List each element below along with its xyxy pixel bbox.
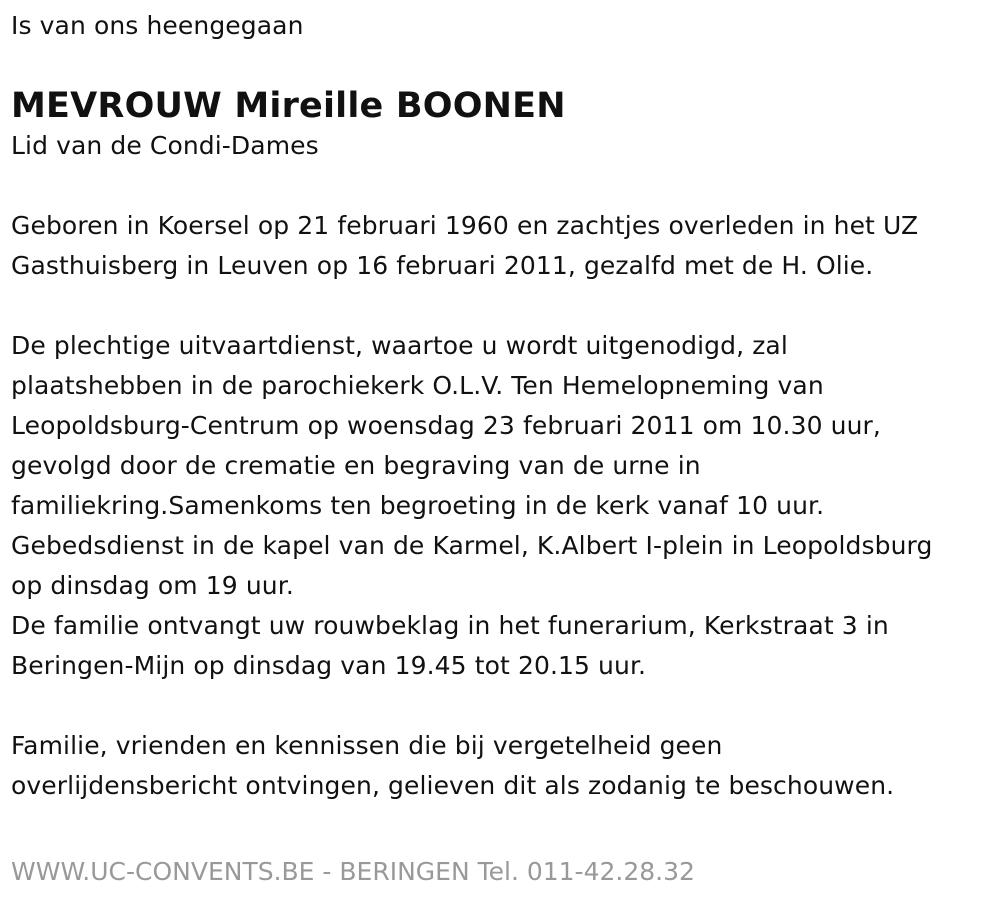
service-line: Gebedsdienst in de kapel van de Karmel, K.Albert I-plein in Leopoldsburg [11, 531, 933, 560]
footer-contact: WWW.UC-CONVENTS.BE - BERINGEN Tel. 011-42.28.32 [11, 857, 695, 886]
paragraph-gap [11, 166, 986, 206]
birth-paragraph [11, 206, 986, 286]
birth-line: Gasthuisberg in Leuven op 16 februari 2011, gezalfd met de H. Olie. [11, 251, 874, 280]
paragraph-gap [11, 686, 986, 726]
service-line: De familie ontvangt uw rouwbeklag in het funerarium, Kerkstraat 3 in [11, 611, 889, 640]
paragraph-gap [11, 286, 986, 326]
closing-paragraph [11, 726, 986, 806]
closing-line: Familie, vrienden en kennissen die bij vergetelheid geen [11, 731, 723, 760]
service-line: De plechtige uitvaartdienst, waartoe u wordt uitgenodigd, zal [11, 331, 788, 360]
subtitle-text: Lid van de Condi-Dames [11, 131, 319, 160]
service-line: plaatshebben in de parochiekerk O.L.V. Ten Hemelopneming van [11, 371, 824, 400]
service-paragraph [11, 326, 986, 686]
intro-text: Is van ons heengegaan [11, 11, 304, 40]
birth-line: Geboren in Koersel op 21 februari 1960 en zachtjes overleden in het UZ [11, 211, 919, 240]
closing-line: overlijdensbericht ontvingen, gelieven dit als zodanig te beschouwen. [11, 771, 895, 800]
service-line: Leopoldsburg-Centrum op woensdag 23 februari 2011 om 10.30 uur, [11, 411, 881, 440]
deceased-name: MEVROUW Mireille BOONEN [11, 86, 566, 126]
service-line: Beringen-Mijn op dinsdag van 19.45 tot 20.15 uur. [11, 651, 647, 680]
service-line: op dinsdag om 19 uur. [11, 571, 294, 600]
service-line: familiekring.Samenkoms ten begroeting in de kerk vanaf 10 uur. [11, 491, 825, 520]
service-line: gevolgd door de crematie en begraving van de urne in [11, 451, 701, 480]
obituary-notice [11, 6, 986, 806]
